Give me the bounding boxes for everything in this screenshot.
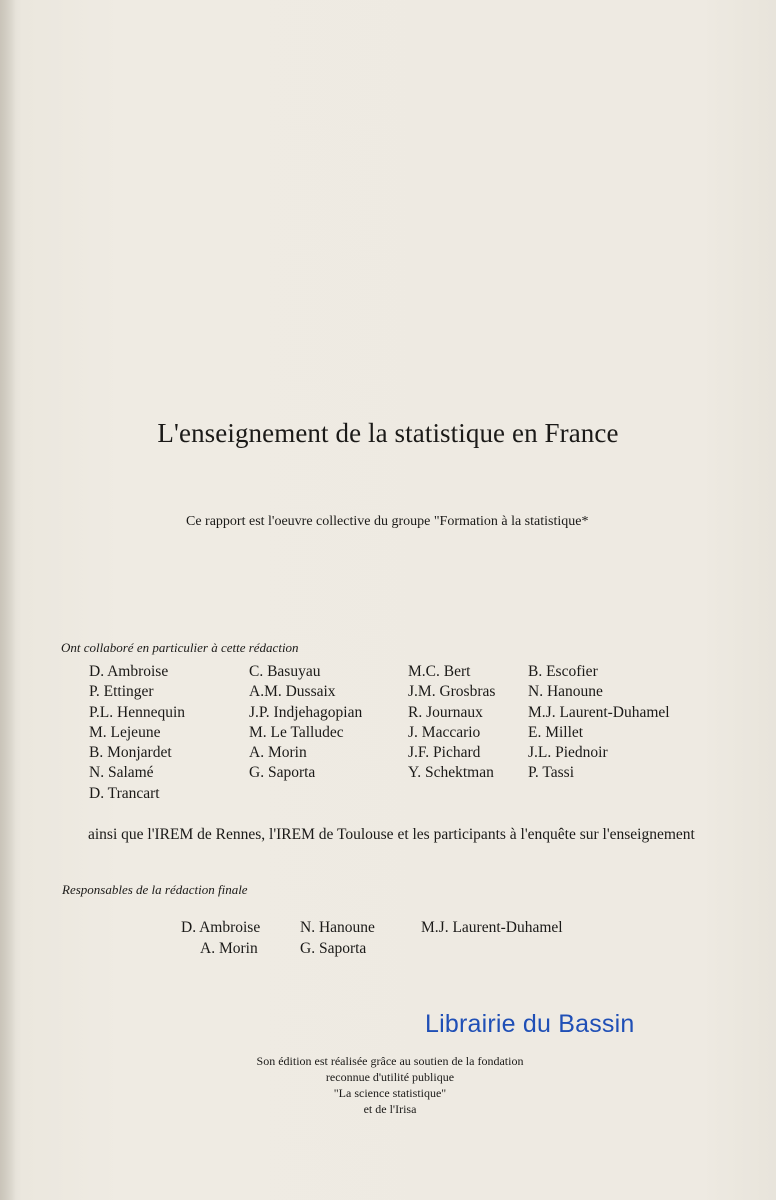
collaborator-name: P.L. Hennequin [89, 703, 186, 721]
collaborator-name: C. Basuyau [249, 663, 321, 680]
collaborator-name: J.F. Pichard [408, 744, 481, 762]
responsable-name: D. Ambroise [181, 919, 261, 936]
responsable-name: G. Saporta [300, 940, 367, 957]
collaborator-name: M. Le Talludec [249, 723, 344, 741]
page-title: L'enseignement de la statistique en France [157, 418, 619, 448]
collaborator-name: B. Escofier [528, 663, 598, 680]
collaborator-name: J.L. Piednoir [528, 744, 608, 762]
collaborator-name: M.J. Laurent-Duhamel [528, 703, 670, 721]
funding-line: reconnue d'utilité publique [325, 1070, 455, 1084]
responsables-row [181, 940, 563, 961]
collaborator-name: R. Journaux [408, 703, 483, 721]
collaborators-row [89, 683, 670, 703]
collaborator-name: P. Ettinger [89, 683, 154, 701]
collaborator-name: J.M. Grosbras [408, 683, 496, 701]
collaborator-name: M. Lejeune [89, 723, 161, 741]
subtitle: Ce rapport est l'oeuvre collective du groupe "Formation à la statistique* [186, 514, 589, 529]
collaborator-name: N. Salamé [89, 764, 154, 782]
funding-line: Son édition est réalisée grâce au soutien de la fondation [256, 1054, 524, 1068]
funding-note [0, 1053, 776, 1117]
collaborator-name: E. Millet [528, 723, 584, 741]
collaborator-name: P. Tassi [528, 764, 575, 782]
collaborator-name: N. Hanoune [528, 683, 603, 701]
collaborators-row [89, 785, 670, 805]
funding-line: et de l'Irisa [363, 1102, 417, 1116]
responsables-list [181, 919, 563, 961]
collaborators-heading: Ont collaboré en particulier à cette rédaction [61, 640, 299, 655]
responsables-row [181, 919, 563, 940]
page-binding-shadow [0, 0, 16, 1200]
collaborators-row [89, 704, 670, 724]
collaborator-name: G. Saporta [249, 764, 316, 782]
collaborators-row [89, 764, 670, 784]
collaborator-name: B. Monjardet [89, 744, 172, 762]
bookseller-watermark: Librairie du Bassin [425, 1010, 635, 1038]
responsable-name: A. Morin [200, 940, 258, 957]
responsables-heading: Responsables de la rédaction finale [62, 882, 248, 897]
responsable-name: N. Hanoune [300, 919, 375, 936]
collaborator-name: J. Maccario [408, 723, 481, 741]
collaborator-name: M.C. Bert [408, 663, 471, 680]
collaborator-name: A. Morin [249, 744, 307, 762]
collaborators-row [89, 724, 670, 744]
collaborators-list [89, 663, 670, 805]
collaborators-row [89, 744, 670, 764]
funding-line: "La science statistique" [333, 1086, 447, 1100]
collaborator-name: D. Trancart [89, 784, 160, 802]
responsable-name: M.J. Laurent-Duhamel [421, 919, 563, 936]
collaborator-name: J.P. Indjehagopian [249, 703, 363, 721]
irem-acknowledgement: ainsi que l'IREM de Rennes, l'IREM de Toulouse et les participants à l'enquête sur l'enseignement [88, 826, 695, 843]
collaborator-name: D. Ambroise [89, 663, 169, 680]
collaborator-name: Y. Schektman [408, 764, 494, 782]
collaborators-row [89, 663, 670, 683]
collaborator-name: A.M. Dussaix [249, 683, 336, 701]
